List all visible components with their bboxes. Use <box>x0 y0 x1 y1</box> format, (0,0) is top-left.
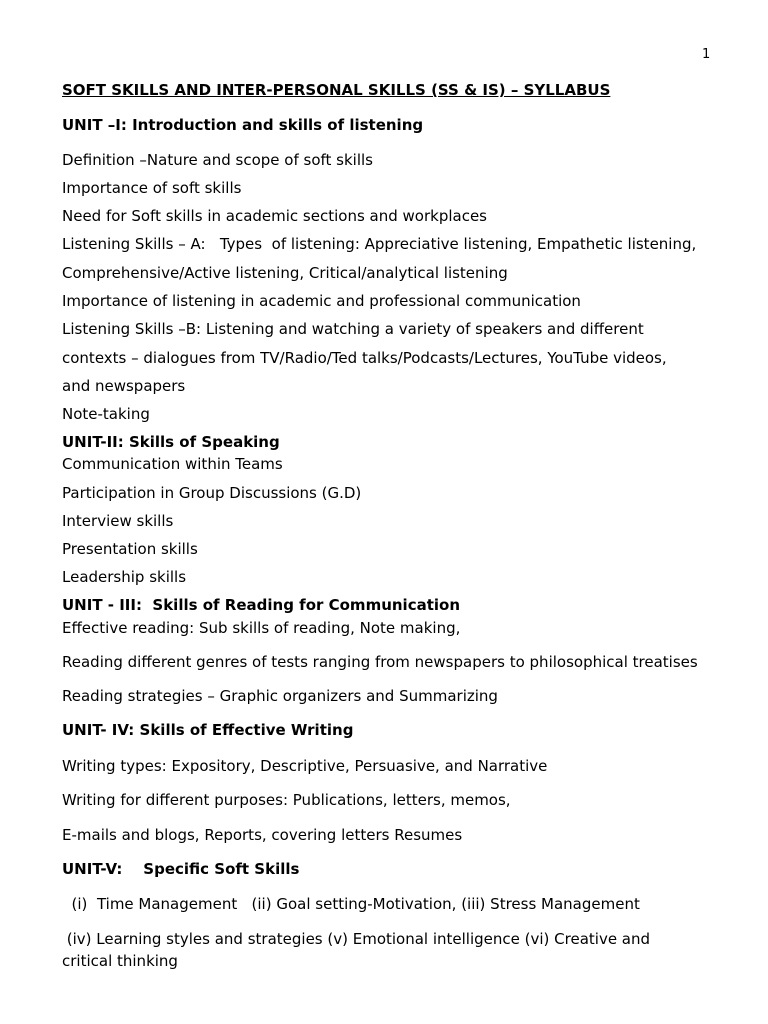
unit-1-line: Importance of listening in academic and professional communication <box>62 292 581 310</box>
unit-1-line: Definition –Nature and scope of soft skills <box>62 151 373 169</box>
unit-3-line: Reading strategies – Graphic organizers and Summarizing <box>62 687 498 705</box>
unit-2-line: Participation in Group Discussions (G.D) <box>62 484 362 502</box>
unit-5-line: critical thinking <box>62 952 178 970</box>
unit-5-line: (iv) Learning styles and strategies (v) Emotional intelligence (vi) Creative and <box>62 930 651 948</box>
unit-1-line: contexts – dialogues from TV/Radio/Ted talks/Podcasts/Lectures, YouTube videos, <box>62 349 667 367</box>
unit-2-line: Interview skills <box>62 512 174 530</box>
unit-1-line: Listening Skills – A: Types of listening: Appreciative listening, Empathetic listening, <box>62 235 697 253</box>
unit-1-line: Need for Soft skills in academic sections and workplaces <box>62 207 487 225</box>
unit-3-line: Reading different genres of tests ranging from newspapers to philosophical treatises <box>62 653 698 671</box>
unit-2-line: Presentation skills <box>62 540 198 558</box>
document-title: SOFT SKILLS AND INTER-PERSONAL SKILLS (SS & IS) – SYLLABUS <box>62 81 611 99</box>
unit-2-heading: UNIT-II: Skills of Speaking <box>62 433 280 451</box>
unit-3-heading: UNIT - III: Skills of Reading for Communication <box>62 596 461 614</box>
unit-1-line: Listening Skills –B: Listening and watching a variety of speakers and different <box>62 320 644 338</box>
unit-5-heading: UNIT-V: Specific Soft Skills <box>62 860 300 878</box>
unit-1-heading: UNIT –I: Introduction and skills of listening <box>62 116 424 134</box>
unit-2-line: Communication within Teams <box>62 455 283 473</box>
unit-1-line: and newspapers <box>62 377 186 395</box>
unit-4-line: Writing types: Expository, Descriptive, Persuasive, and Narrative <box>62 757 548 775</box>
unit-1-line: Importance of soft skills <box>62 179 242 197</box>
page-number: 1 <box>702 47 711 62</box>
unit-4-line: Writing for different purposes: Publications, letters, memos, <box>62 791 511 809</box>
unit-1-line: Note-taking <box>62 405 150 423</box>
unit-4-heading: UNIT- IV: Skills of Effective Writing <box>62 721 354 739</box>
unit-4-line: E-mails and blogs, Reports, covering letters Resumes <box>62 826 463 844</box>
unit-2-line: Leadership skills <box>62 568 187 586</box>
unit-1-line: Comprehensive/Active listening, Critical/analytical listening <box>62 264 508 282</box>
unit-5-line: (i) Time Management (ii) Goal setting-Motivation, (iii) Stress Management <box>62 895 640 913</box>
unit-3-line: Effective reading: Sub skills of reading, Note making, <box>62 619 461 637</box>
